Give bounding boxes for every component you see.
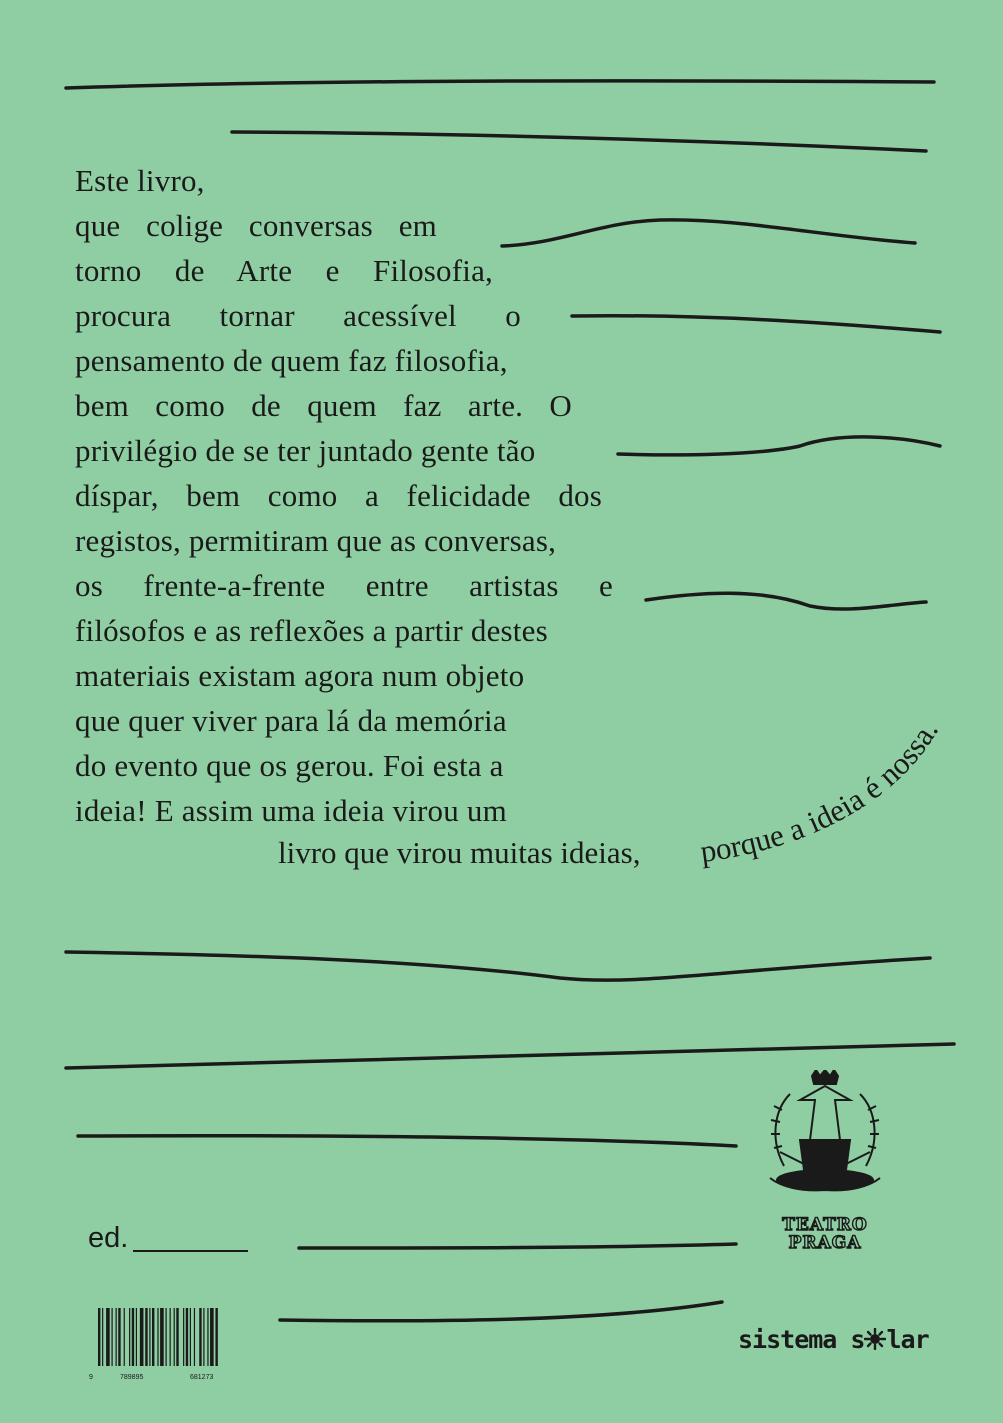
blurb-line: filósofos e as reflexões a partir destes: [75, 613, 548, 648]
publisher-logo: [738, 1325, 929, 1354]
barcode-bar: [190, 1308, 191, 1366]
barcode-bar: [136, 1308, 137, 1366]
barcode-bar: [194, 1308, 195, 1366]
barcode: [88, 1308, 253, 1374]
barcode-bar: [166, 1308, 167, 1366]
barcode-bar: [129, 1308, 130, 1366]
barcode-bar: [157, 1308, 158, 1366]
blurb-line: registos, permitiram que as conversas,: [75, 523, 557, 558]
barcode-bar: [199, 1308, 201, 1366]
barcode-bar: [149, 1308, 150, 1366]
barcode-bar: [112, 1308, 113, 1366]
blurb-line: ideia! E assim uma ideia virou um: [75, 793, 507, 828]
blurb-line: que quer viver para lá da memória: [75, 703, 507, 738]
barcode-bar: [124, 1308, 125, 1366]
barcode-bar: [102, 1308, 103, 1366]
barcode-bar: [118, 1308, 120, 1366]
blurb-line: do evento que os gerou. Foi esta a: [75, 748, 504, 783]
arc-phrase-text: porque a ideia é nossa.: [698, 714, 945, 869]
blurb-line: os frente-a-frente entre artistas e: [75, 568, 613, 603]
blurb-line: pensamento de quem faz filosofia,: [75, 343, 508, 378]
logo-name-line2: PRAGA: [788, 1233, 862, 1253]
blurb-last-line: livro que virou muitas ideias,: [278, 835, 641, 870]
barcode-bar: [210, 1308, 214, 1366]
edition-rule: [133, 1250, 248, 1252]
barcode-bar: [203, 1308, 204, 1366]
blurb-line: díspar, bem como a felicidade dos: [75, 478, 602, 513]
blurb-line: que colige conversas em: [75, 208, 437, 243]
barcode-bar: [170, 1308, 171, 1366]
blurb-line: torno de Arte e Filosofia,: [75, 253, 493, 288]
barcode-digits-right: 681273: [190, 1374, 214, 1381]
edition-label: ed.: [88, 1222, 129, 1254]
barcode-bar: [183, 1308, 184, 1366]
barcode-bar: [160, 1308, 164, 1366]
blurb-line: materiais existam agora num objeto: [75, 658, 525, 693]
barcode-bar: [215, 1308, 217, 1366]
barcode-bar: [186, 1308, 188, 1366]
barcode-bar: [174, 1308, 175, 1366]
blurb-line: privilégio de se ter juntado gente tão: [75, 433, 536, 468]
publisher-name-part1: sistema s: [738, 1325, 865, 1354]
back-cover-blurb: Este livro, que colige conversas em torno de Arte e Filosofia, procura tornar acessível o pensamento de quem faz filosofia, bem como de quem faz arte. O privilégio de se ter juntado gente tão díspar, bem como a felicidade dos registos, permitiram que as conversas, os frente-a-frente entre artistas e filósofos e as reflexões a partir destes materiais existam agora num objeto que quer viver para lá da memória do evento que os gerou. Foi esta a ideia! E assim uma ideia virou um: [75, 158, 613, 833]
barcode-bar: [207, 1308, 208, 1366]
sun-icon: [864, 1328, 886, 1350]
logo-name-line1: TEATRO: [782, 1215, 868, 1235]
barcode-bar: [116, 1308, 117, 1366]
barcode-digit-left: 9: [89, 1374, 93, 1381]
barcode-bar: [98, 1308, 100, 1366]
publisher-name-part2: lar: [886, 1325, 929, 1354]
barcode-bar: [176, 1308, 178, 1366]
svg-text:porque a ideia é nossa.: [698, 715, 945, 869]
barcode-bar: [106, 1308, 110, 1366]
heraldic-crest-icon: [760, 1070, 890, 1210]
blurb-line: procura tornar acessível o: [75, 298, 521, 333]
barcode-digits-middle: 789895: [120, 1374, 144, 1381]
blurb-line: bem como de quem faz arte. O: [75, 388, 572, 423]
barcode-bar: [132, 1308, 134, 1366]
barcode-bar: [140, 1308, 144, 1366]
barcode-bar: [152, 1308, 154, 1366]
barcode-bar: [145, 1308, 147, 1366]
